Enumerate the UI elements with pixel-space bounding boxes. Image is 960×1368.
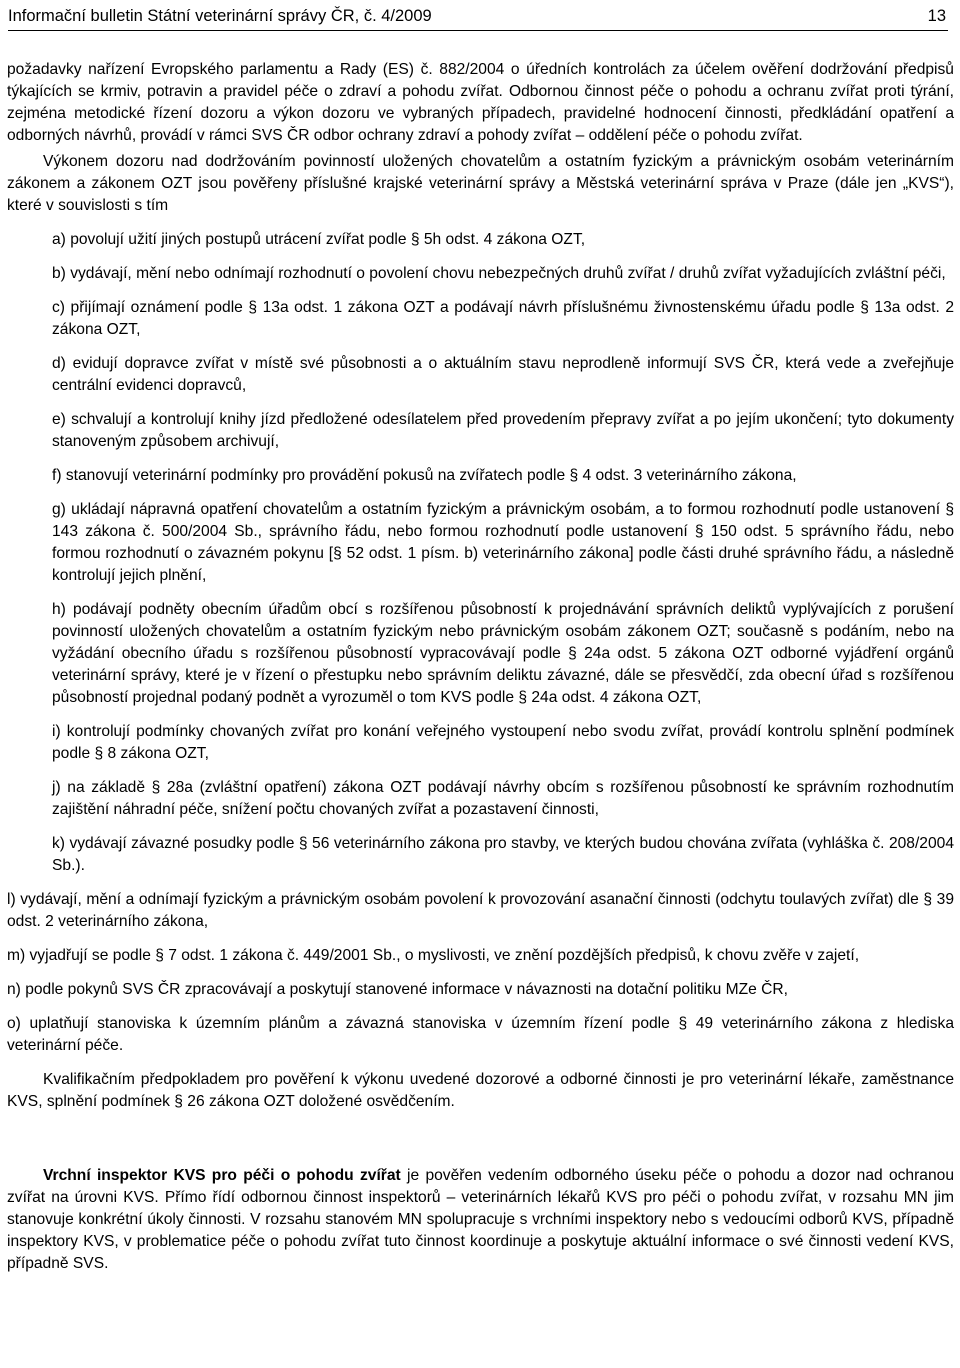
list-item-c: c) přijímají oznámení podle § 13a odst. 1 zákona OZT a podávají návrh příslušnému živnostenskému úřadu podle § 13a odst. 2 zákona OZT, xyxy=(52,299,954,338)
list-item-b: b) vydávají, mění nebo odnímají rozhodnutí o povolení chovu nebezpečných druhů zvířat / druhů zvířat vyžadujících zvláštní péči, xyxy=(52,265,946,282)
list-item-l: l) vydávají, mění a odnímají fyzickým a právnickým osobám povolení k provozování asanační činnosti (odchytu toulavých zvířat) dle § 39 odst. 2 veterinárního zákona, xyxy=(7,891,954,930)
paragraph-requirements: požadavky nařízení Evropského parlamentu a Rady (ES) č. 882/2004 o úředních kontrolách za účelem ověření dodržování předpisů týkajících se krmiv, potravin a pravidel péče o zdraví a pohodu zvířat. Odbornou činnost péče o pohodu a ochranu zvířat proti týrání, zejména metodické řízení dozoru a výkon dozoru ve vybraných případech, pravidelné hodnocení činnosti, předkládání opatření a odborných návrhů, provádí v rámci SVS ČR odbor ochrany zdraví a pohody zvířat – oddělení péče o pohodu zvířat. xyxy=(7,61,954,144)
list-item-m: m) vyjadřují se podle § 7 odst. 1 zákona č. 449/2001 Sb., o myslivosti, ve znění pozdějších předpisů, k chovu zvěře v zajetí, xyxy=(7,947,860,964)
list-item-a: a) povolují užití jiných postupů utrácení zvířat podle § 5h odst. 4 zákona OZT, xyxy=(52,231,586,248)
list-item-h: h) podávají podněty obecním úřadům obcí s rozšířenou působností k projednávání správních deliktů vyplývajících z porušení povinností uložených chovatelům a ostatním fyzickým nebo právnickým osobám zákonem OZT; současně s podáním, nebo na vyžádání obecního úřadu s rozšířenou působností vypracovávají podle § 24a odst. 5 zákona OZT odborné vyjádření orgánů veterinární správy, které je v řízení o přestupku nebo správním deliktu závazné, dále se přesvědčí, zda obecní úřad s rozšířenou působností projednal podaný podnět a vyrozuměl o tom KVS podle § 24a odst. 4 zákona OZT, xyxy=(52,601,954,706)
page-header xyxy=(8,4,948,31)
list-item-k: k) vydávají závazné posudky podle § 56 veterinárního zákona pro stavby, ve kterých budou chována zvířata (vyhláška č. 208/2004 Sb.). xyxy=(52,835,954,874)
document-body xyxy=(7,59,954,1275)
paragraph-qualification: Kvalifikačním předpokladem pro pověření k výkonu uvedené dozorové a odborné činnosti je pro veterinární lékaře, zaměstnance KVS, splnění podmínek § 26 zákona OZT doložené osvědčením. xyxy=(7,1071,954,1110)
list-item-o: o) uplatňují stanoviska k územním plánům a závazná stanoviska v územním řízení podle § 49 veterinárního zákona z hlediska veterinární péče. xyxy=(7,1015,954,1054)
list-item-n: n) podle pokynů SVS ČR zpracovávají a poskytují stanovené informace v návaznosti na dotační politiku MZe ČR, xyxy=(7,981,788,998)
list-item-e: e) schvalují a kontrolují knihy jízd předložené odesílatelem před provedením přepravy zvířat a po jejím ukončení; tyto dokumenty stanoveným způsobem archivují, xyxy=(52,411,954,450)
chief-inspector-text: je pověřen vedením odborného úseku péče o pohodu a dozor nad ochranou zvířat na úrovni KVS. Přímo řídí odbornou činnost inspektorů – veterinárních lékařů KVS pro péči o pohodu zvířat, v rozsahu MN jim stanovuje konkrétní úkoly činnosti. V rozsahu stanovém MN spolupracuje s vrchními inspektory nebo s vedoucími odborů KVS, případně inspektory KVS, v problematice péče o pohodu zvířat tuto činnost koordinuje a poskytuje aktuální informace o své činnosti vedení KVS, případně SVS. xyxy=(7,1167,954,1272)
list-item-d: d) evidují dopravce zvířat v místě své působnosti a o aktuálním stavu neprodleně informují SVS ČR, která vede a zveřejňuje centrální evidenci dopravců, xyxy=(52,355,954,394)
list-item-f: f) stanovují veterinární podmínky pro provádění pokusů na zvířatech podle § 4 odst. 3 veterinárního zákona, xyxy=(52,467,797,484)
list-item-i: i) kontrolují podmínky chovaných zvířat pro konání veřejného vystoupení nebo svodu zvířat, provádí kontrolu splnění podmínek podle § 8 zákona OZT, xyxy=(52,723,954,762)
list-item-g: g) ukládají nápravná opatření chovatelům a ostatním fyzickým a právnickým osobám, a to formou rozhodnutí podle ustanovení § 143 zákona č. 500/2004 Sb., správního řádu, nebo formou rozhodnutí podle ustanovení § 150 odst. 5 správního řádu, nebo formou rozhodnutí o závazném pokynu [§ 52 odst. 1 písm. b) veterinárního zákona] podle části druhé správního řádu, a následně kontrolují jejich plnění, xyxy=(52,501,954,584)
paragraph-supervision: Výkonem dozoru nad dodržováním povinností uložených chovatelům a ostatním fyzickým a právnickým osobám veterinárním zákonem a zákonem OZT jsou pověřeny příslušné krajské veterinární správy a Městská veterinární správa v Praze (dále jen „KVS“), které v souvislosti s tím xyxy=(7,153,954,214)
paragraph-chief-inspector xyxy=(7,1165,954,1275)
page-number: 13 xyxy=(927,7,946,25)
bulletin-title: Informační bulletin Státní veterinární správy ČR, č. 4/2009 xyxy=(8,7,432,25)
chief-inspector-title: Vrchní inspektor KVS pro péči o pohodu zvířat xyxy=(43,1167,401,1184)
list-item-j: j) na základě § 28a (zvláštní opatření) zákona OZT podávají návrhy obcím s rozšířenou působností ke správním rozhodnutím zajištění náhradní péče, snížení počtu chovaných zvířat a pozastavení činnosti, xyxy=(52,779,954,818)
